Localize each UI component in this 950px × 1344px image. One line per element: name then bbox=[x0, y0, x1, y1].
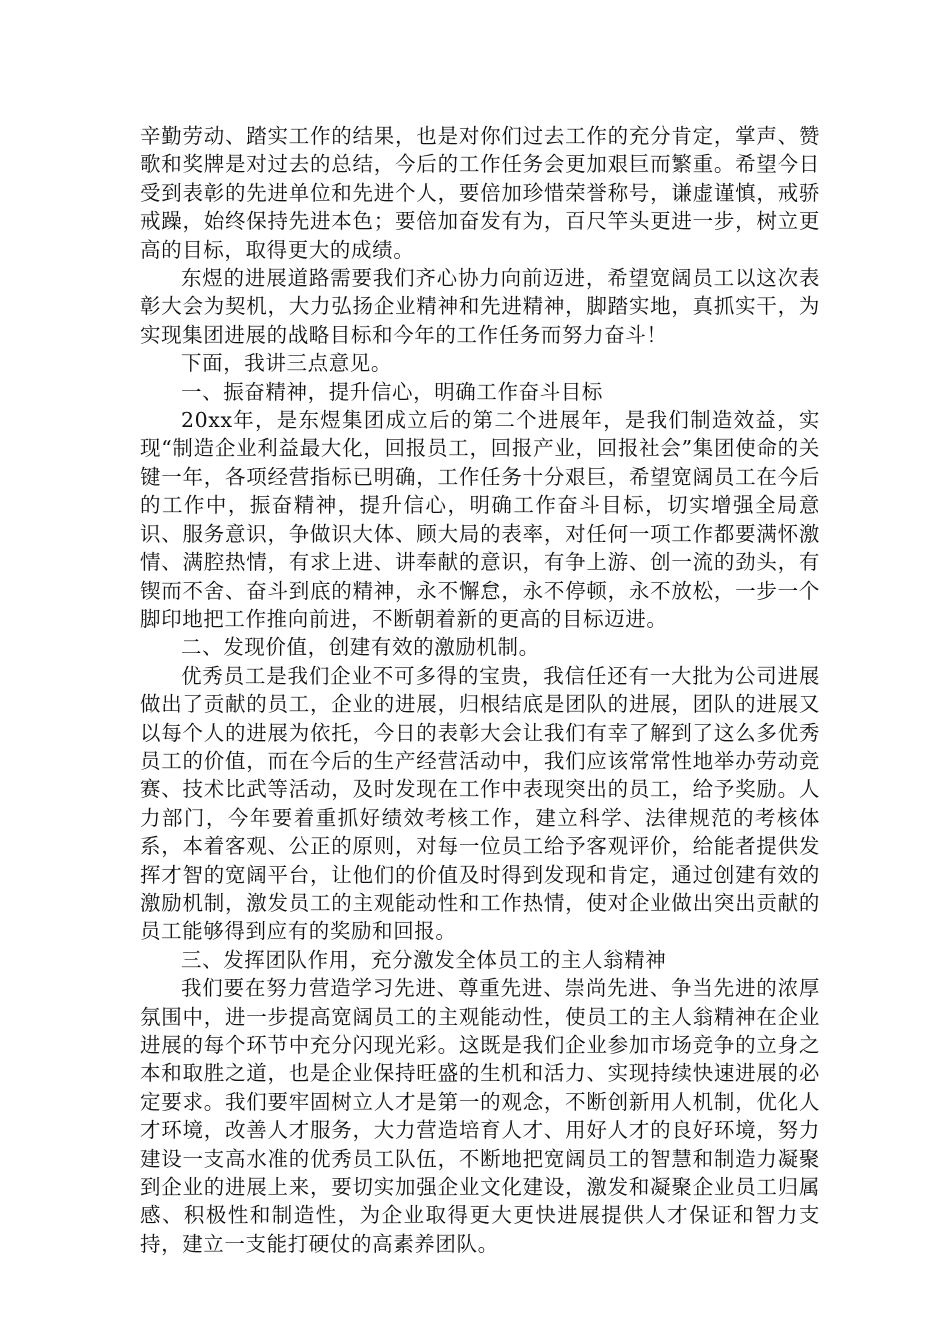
paragraph-5: 优秀员工是我们企业不可多得的宝贵，我信任还有一大批为公司进展做出了贡献的员工，企业的进展，归根结底是团队的进展，团队的进展又以每个人的进展为依托，今日的表彰大会让我们有幸了解到了这么多优秀员工的价值，而在今后的生产经营活动中，我们应该常常性地举办劳动竞赛、技术比武等活动，及时发现在工作中表现突出的员工，给予奖励。人力部门，今年要着重抓好绩效考核工作，建立科学、法律规范的考核体系，本着客观、公正的原则，对每一位员工给予客观评价，给能者提供发挥才智的宽阔平台，让他们的价值及时得到发现和肯定，通过创建有效的激励机制，激发员工的主观能动性和工作热情，使对企业做出突出贡献的员工能够得到应有的奖励和回报。 bbox=[140, 663, 820, 944]
section-heading-3: 三、发挥团队作用，充分激发全体员工的主人翁精神 bbox=[181, 947, 667, 972]
section-heading-1: 一、振奋精神，提升信心，明确工作奋斗目标 bbox=[181, 379, 603, 404]
document-body bbox=[140, 122, 820, 1258]
paragraph-3: 下面，我讲三点意见。 bbox=[181, 351, 392, 376]
paragraph-6: 我们要在努力营造学习先进、尊重先进、崇尚先进、争当先进的浓厚氛围中，进一步提高宽阔员工的主观能动性，使员工的主人翁精神在企业进展的每个环节中充分闪现光彩。这既是我们企业参加市场竞争的立身之本和取胜之道，也是企业保持旺盛的生机和活力、实现持续快速进展的必定要求。我们要牢固树立人才是第一的观念，不断创新用人机制，优化人才环境，改善人才服务，大力营造培育人才、用好人才的良好环境，努力建设一支高水准的优秀员工队伍，不断地把宽阔员工的智慧和制造力凝聚到企业的进展上来，要切实加强企业文化建设，激发和凝聚企业员工归属感、积极性和制造性，为企业取得更大更快进展提供人才保证和智力支持，建立一支能打硬仗的高素养团队。 bbox=[140, 976, 820, 1256]
paragraph-2: 东煜的进展道路需要我们齐心协力向前迈进，希望宽阔员工以这次表彰大会为契机，大力弘扬企业精神和先进精神，脚踏实地，真抓实干，为实现集团进展的战略目标和今年的工作任务而努力奋斗！ bbox=[140, 266, 820, 347]
section-heading-2: 二、发现价值，创建有效的激励机制。 bbox=[181, 635, 540, 660]
paragraph-4: 20xx年，是东煜集团成立后的第二个进展年，是我们制造效益，实现“制造企业利益最大化，回报员工，回报产业，回报社会”集团使命的关键一年，各项经营指标已明确，工作任务十分艰巨，希望宽阔员工在今后的工作中，振奋精神，提升信心，明确工作奋斗目标，切实增强全局意识、服务意识，争做识大体、顾大局的表率，对任何一项工作都要满怀激情、满腔热情，有求上进、讲奉献的意识，有争上游、创一流的劲头，有锲而不舍、奋斗到底的精神，永不懈怠，永不停顿，永不放松，一步一个脚印地把工作推向前进，不断朝着新的更高的目标迈进。 bbox=[140, 408, 820, 631]
paragraph-1: 辛勤劳动、踏实工作的结果，也是对你们过去工作的充分肯定，掌声、赞歌和奖牌是对过去的总结，今后的工作任务会更加艰巨而繁重。希望今日受到表彰的先进单位和先进个人，要倍加珍惜荣誉称号，谦虚谨慎，戒骄戒躁，始终保持先进本色；要倍加奋发有为，百尺竿头更进一步，树立更高的目标，取得更大的成绩。 bbox=[140, 124, 820, 262]
